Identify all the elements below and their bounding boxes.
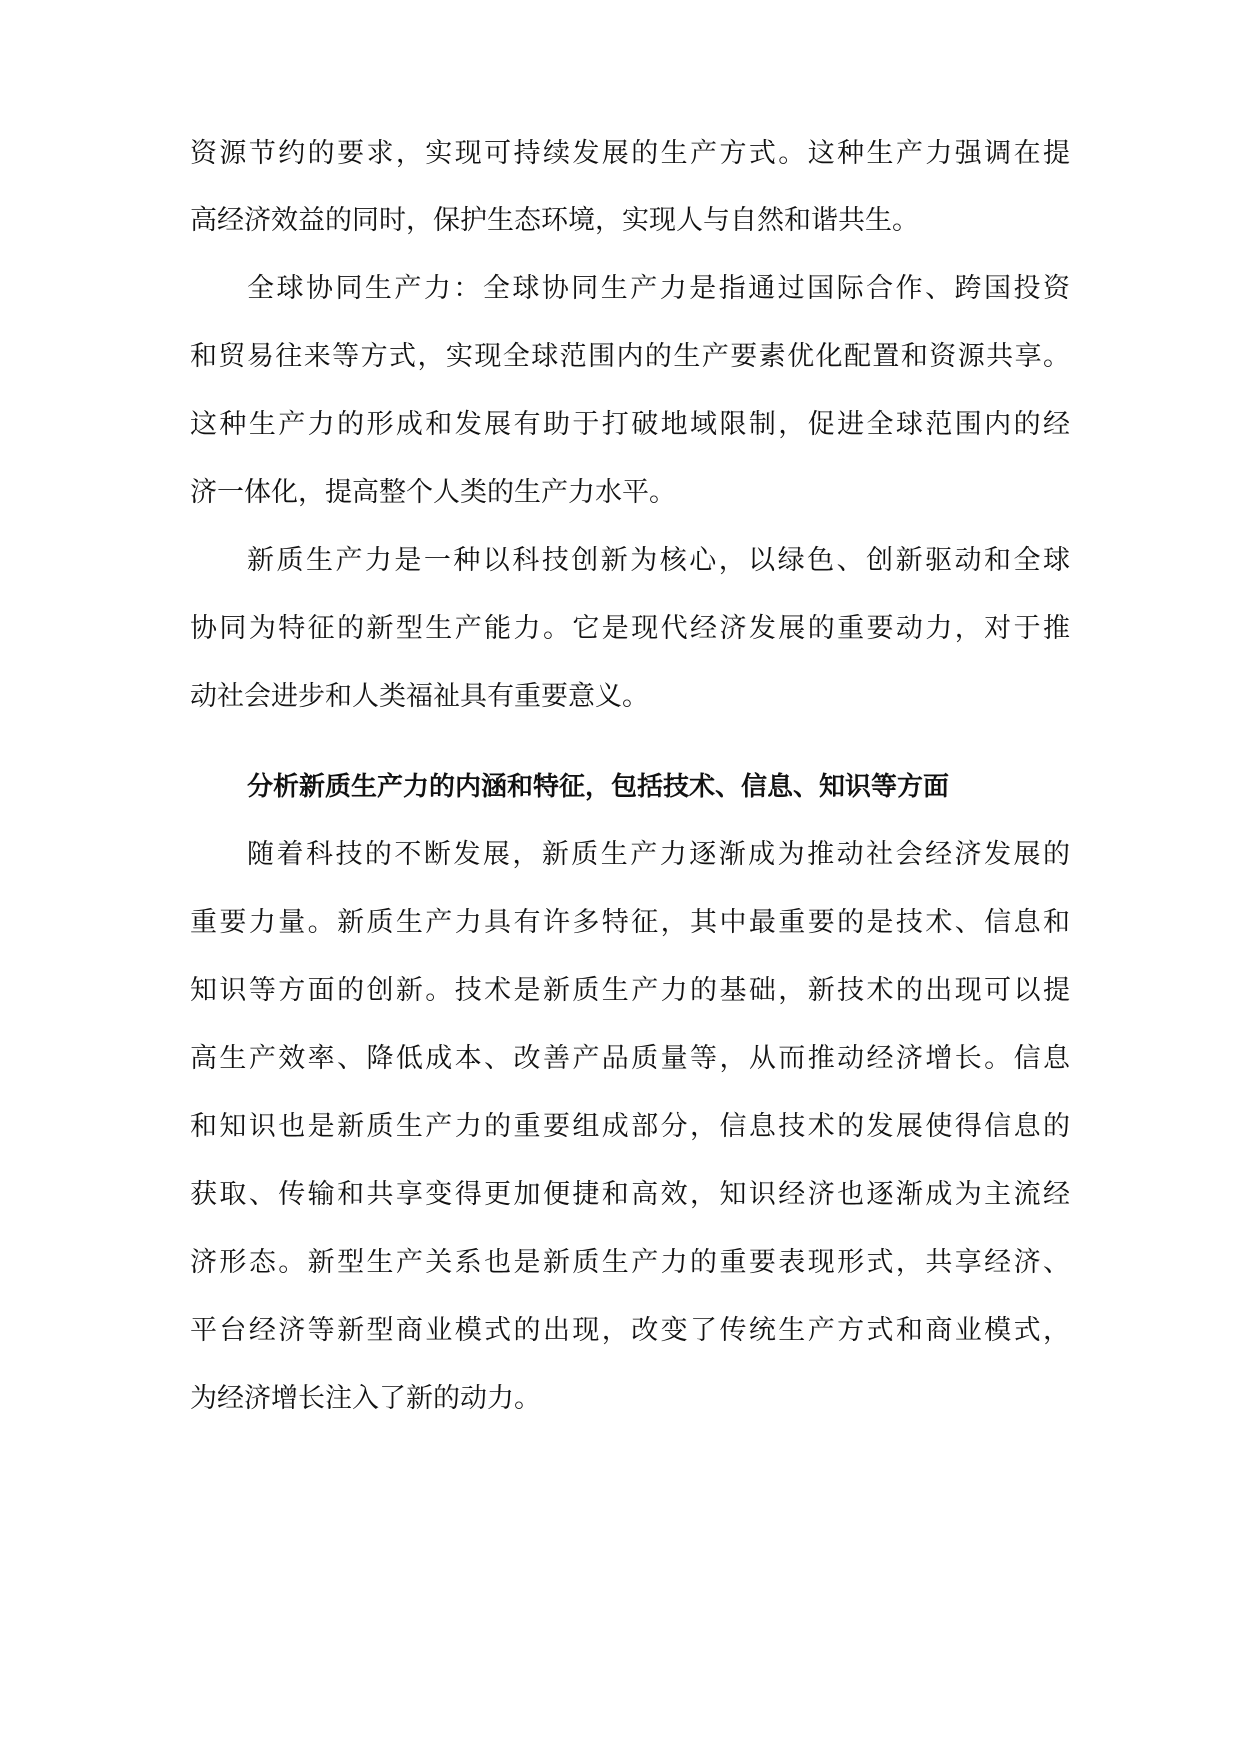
text-line: 济形态。新型生产关系也是新质生产力的重要表现形式，共享经济、 (190, 1247, 1070, 1278)
text-line: 随着科技的不断发展，新质生产力逐渐成为推动社会经济发展的 (247, 839, 1070, 870)
text-line: 和知识也是新质生产力的重要组成部分，信息技术的发展使得信息的 (190, 1111, 1070, 1142)
text-line: 济一体化，提高整个人类的生产力水平。 (190, 477, 676, 508)
text-line: 高生产效率、降低成本、改善产品质量等，从而推动经济增长。信息 (190, 1043, 1070, 1074)
text-line: 知识等方面的创新。技术是新质生产力的基础，新技术的出现可以提 (190, 975, 1070, 1006)
text-line: 平台经济等新型商业模式的出现，改变了传统生产方式和商业模式， (190, 1315, 1070, 1346)
text-line: 新质生产力是一种以科技创新为核心，以绿色、创新驱动和全球 (247, 545, 1070, 576)
section-heading: 分析新质生产力的内涵和特征，包括技术、信息、知识等方面 (247, 772, 950, 802)
text-line: 获取、传输和共享变得更加便捷和高效，知识经济也逐渐成为主流经 (190, 1179, 1070, 1210)
text-line: 和贸易往来等方式，实现全球范围内的生产要素优化配置和资源共享。 (190, 341, 1070, 372)
text-line: 全球协同生产力：全球协同生产力是指通过国际合作、跨国投资 (247, 273, 1070, 304)
text-line: 资源节约的要求，实现可持续发展的生产方式。这种生产力强调在提 (190, 138, 1070, 169)
text-line: 协同为特征的新型生产能力。它是现代经济发展的重要动力，对于推 (190, 613, 1070, 644)
text-line: 高经济效益的同时，保护生态环境，实现人与自然和谐共生。 (190, 205, 919, 236)
text-line: 动社会进步和人类福祉具有重要意义。 (190, 681, 649, 712)
text-line: 为经济增长注入了新的动力。 (190, 1383, 541, 1414)
text-line: 这种生产力的形成和发展有助于打破地域限制，促进全球范围内的经 (190, 409, 1070, 440)
text-line: 重要力量。新质生产力具有许多特征，其中最重要的是技术、信息和 (190, 907, 1070, 938)
